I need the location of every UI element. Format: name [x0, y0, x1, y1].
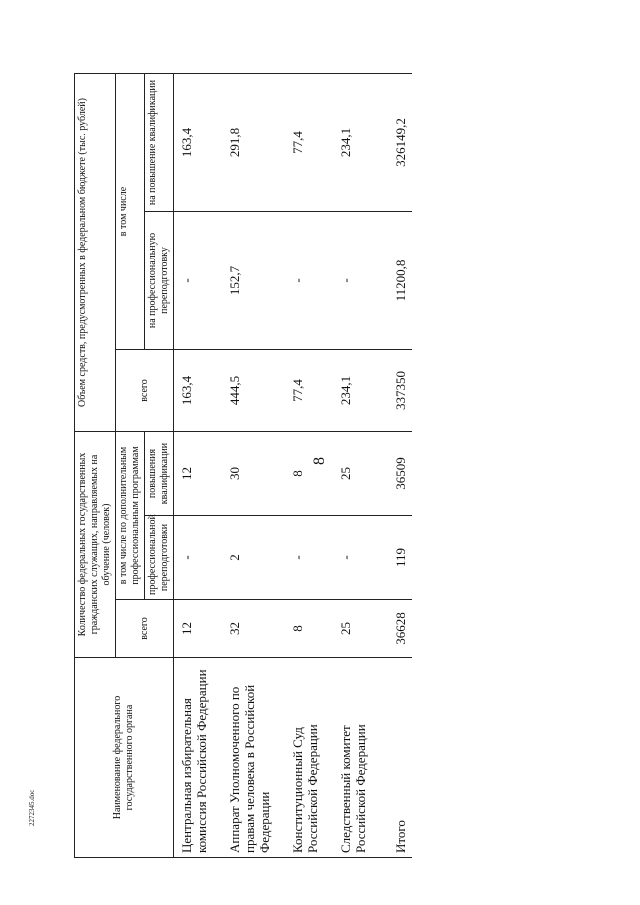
total-funds: 337350	[380, 350, 412, 432]
total-row	[380, 74, 412, 858]
header-people-group: Количество федеральных государственных гражданских служащих, направляемых на обучение (человек)	[75, 432, 116, 658]
people-qualification: 8	[285, 432, 333, 516]
header-funds-group: Объем средств, предусмотренных в федеральном бюджете (тыс. рублей)	[75, 74, 116, 432]
funds-retraining: -	[285, 212, 333, 350]
people-retraining: -	[285, 516, 333, 600]
funds-qualification: 77,4	[285, 74, 333, 212]
people-qualification: 12	[174, 432, 222, 516]
funds-qualification: 291,8	[222, 74, 285, 212]
agency-name: Аппарат Уполномоченного по правам человека в Российской Федерации	[222, 658, 285, 858]
agency-name: Следственный комитет Российской Федерации	[333, 658, 381, 858]
total-people-qualification: 36509	[380, 432, 412, 516]
total-label: Итого	[380, 658, 412, 858]
people-total: 12	[174, 600, 222, 658]
header-people-programs: в том числе по дополнительным профессиональным программам	[116, 432, 145, 600]
funds-total: 77,4	[285, 350, 333, 432]
funds-total: 234,1	[333, 350, 381, 432]
page-number: 8	[311, 457, 328, 465]
people-retraining: -	[333, 516, 381, 600]
people-qualification: 30	[222, 432, 285, 516]
table-row	[174, 74, 222, 858]
people-total: 8	[285, 600, 333, 658]
total-people-retraining: 119	[380, 516, 412, 600]
header-funds-total: всего	[116, 350, 174, 432]
header-agency-name: Наименование федерального государственного органа	[75, 658, 174, 858]
funds-retraining: -	[174, 212, 222, 350]
people-retraining: -	[174, 516, 222, 600]
people-total: 25	[333, 600, 381, 658]
people-qualification: 25	[333, 432, 381, 516]
people-total: 32	[222, 600, 285, 658]
agency-name: Конституционный Суд Российской Федерации	[285, 658, 333, 858]
funds-total: 444,5	[222, 350, 285, 432]
header-funds-including: в том числе	[116, 74, 145, 350]
budget-table	[74, 73, 412, 858]
table-row	[285, 74, 333, 858]
total-funds-qualification: 326149,2	[380, 74, 412, 212]
funds-retraining: -	[333, 212, 381, 350]
header-people-qualification: повышения квалификации	[145, 432, 174, 516]
funds-total: 163,4	[174, 350, 222, 432]
header-people-retraining: профессиональной переподготовки	[145, 516, 174, 600]
header-funds-retraining: на профессиональную переподготовку	[145, 212, 174, 350]
header-funds-qualification: на повышение квалификации	[145, 74, 174, 212]
people-retraining: 2	[222, 516, 285, 600]
agency-name: Центральная избирательная комиссия Российской Федерации	[174, 658, 222, 858]
budget-table-rotated	[74, 74, 412, 858]
header-people-total: всего	[116, 600, 174, 658]
funds-qualification: 234,1	[333, 74, 381, 212]
total-funds-retraining: 11200,8	[380, 212, 412, 350]
funds-qualification: 163,4	[174, 74, 222, 212]
table-row	[333, 74, 381, 858]
funds-retraining: 152,7	[222, 212, 285, 350]
table-row	[222, 74, 285, 858]
total-people: 36628	[380, 600, 412, 658]
document-id: 2272345.doc	[28, 789, 36, 826]
